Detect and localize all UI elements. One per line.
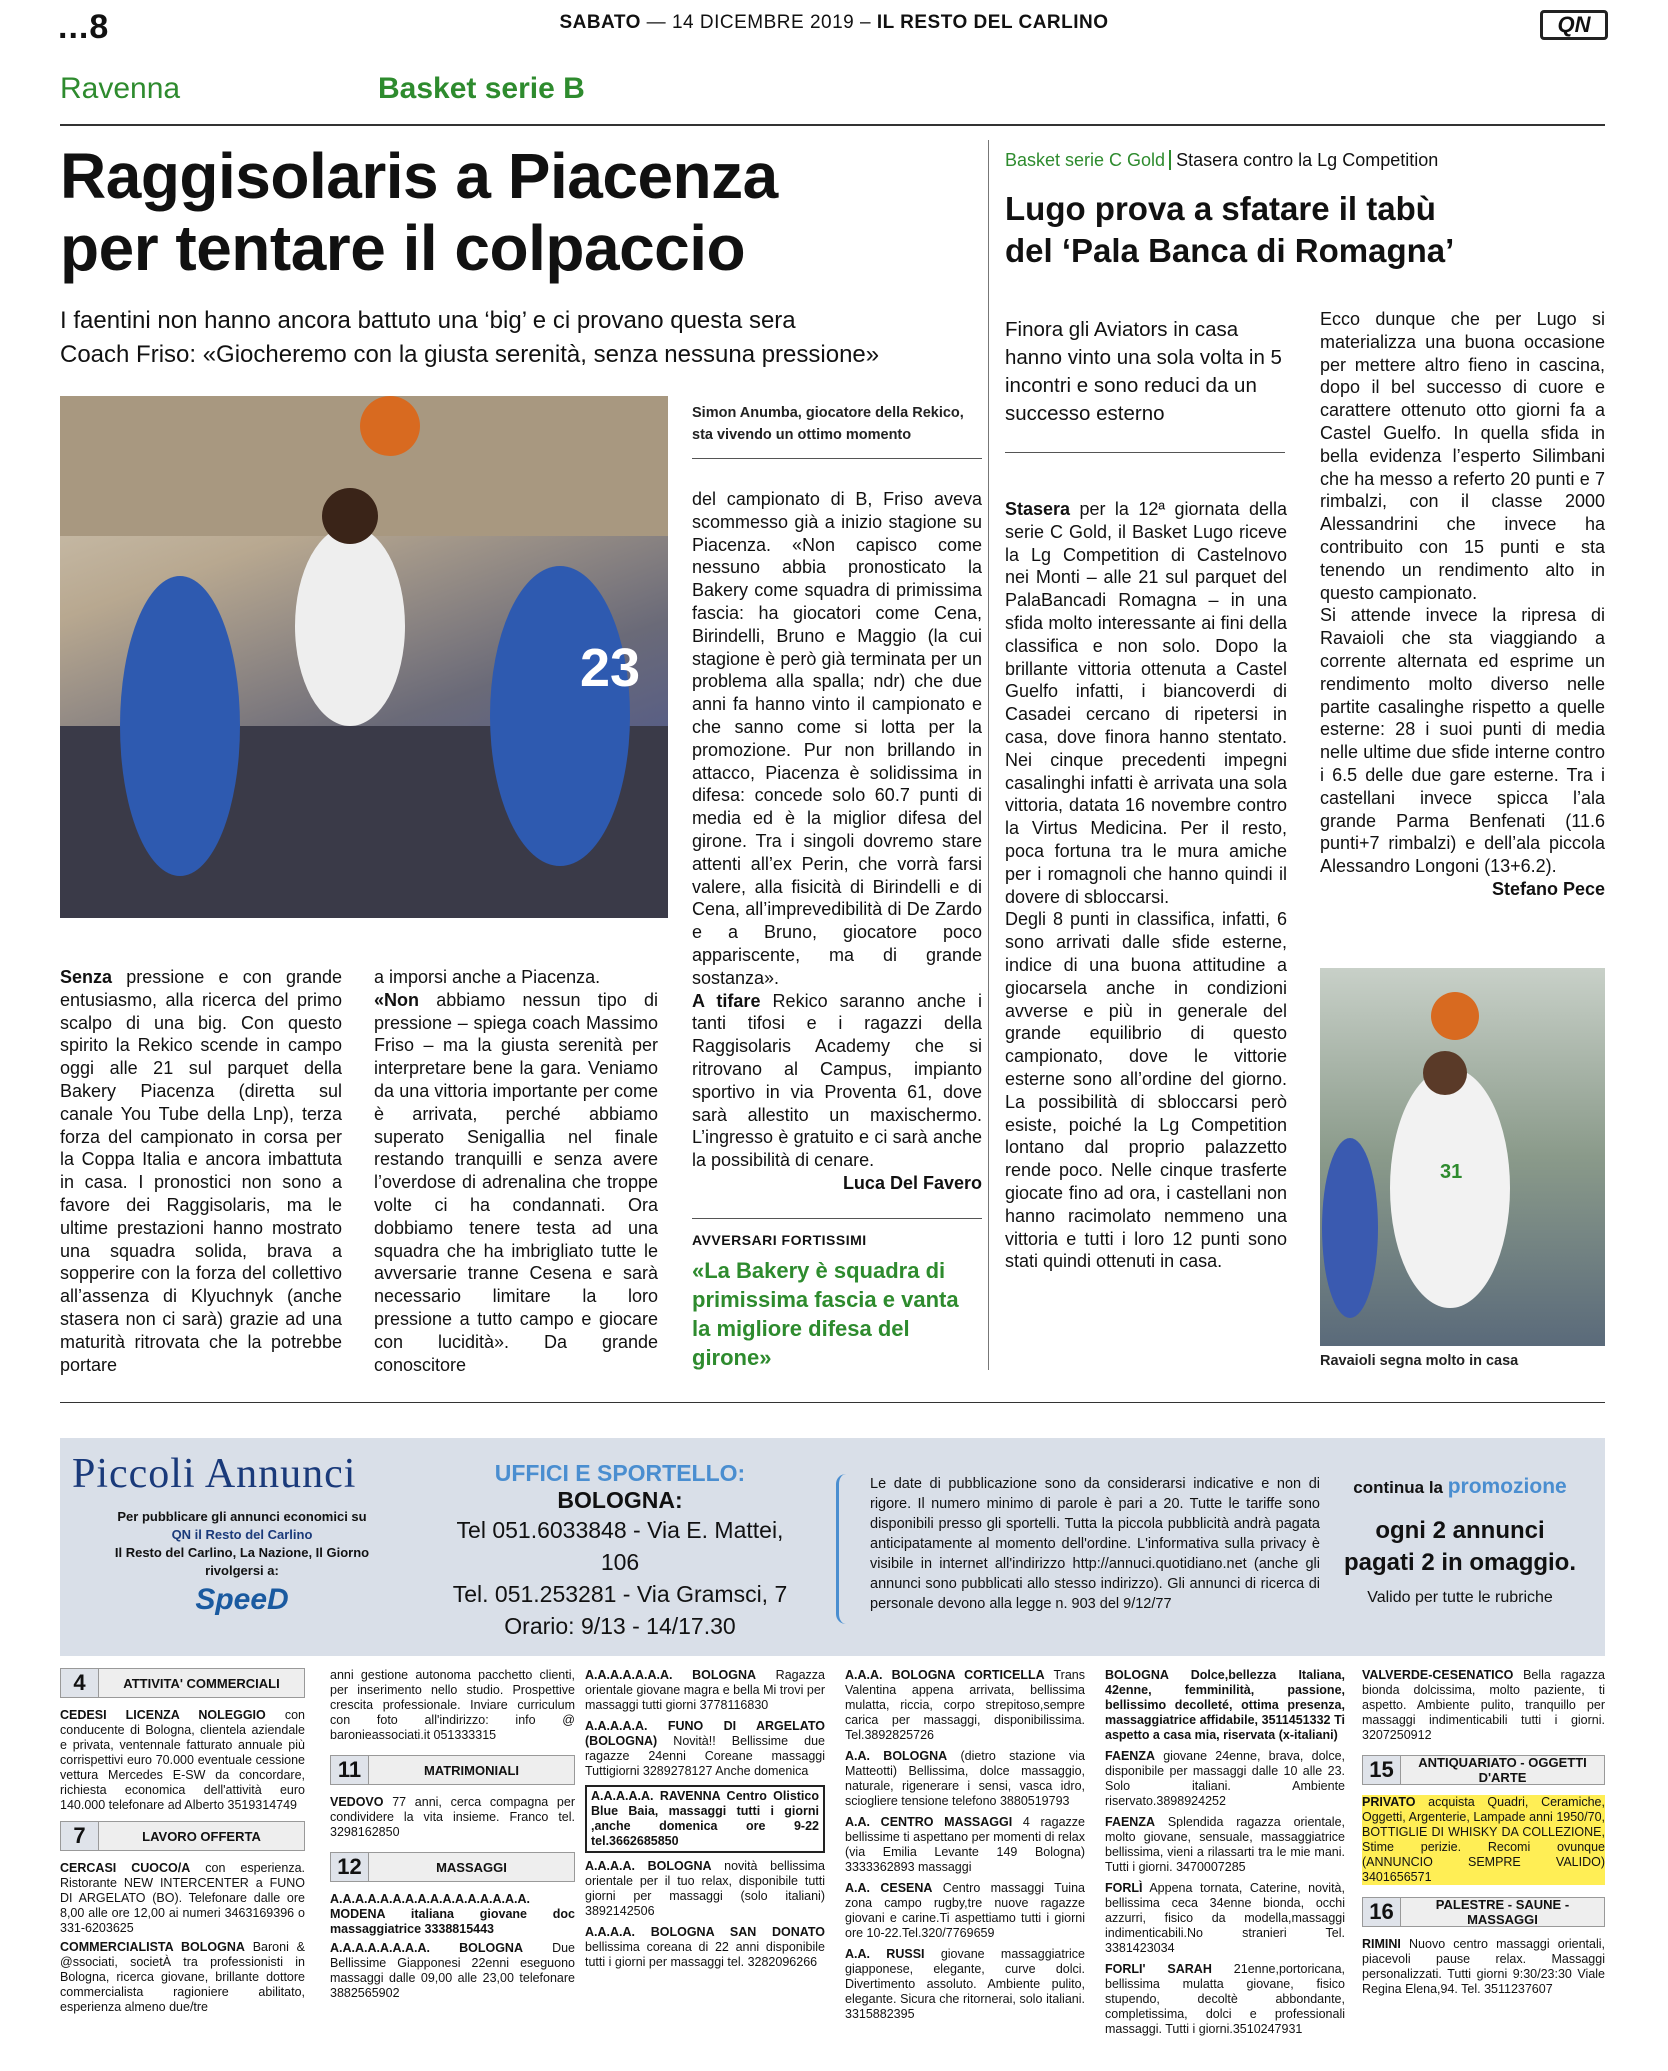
page-number: ...8 bbox=[58, 8, 110, 46]
main-col-3-text: del campionato di B, Friso aveva scommesso già a inizio stagione su Piacenza. «Non capisco come nessuno abbia pronosticato la Bakery come squadra di primissima fascia: ha giocatori come Cena, Birindelli, Bruno e Maggio (la cui stagione è però già terminata per un problema alla spalla; ndr) che due anni fa hanno vinto il campionato e che sanno come si lotta per la promozione. Pur non brillando in attacco, Piacenza è solidissima in difesa: concede solo 60.7 punti di media ed è la miglior difesa del girone. Tra i singoli dovremo stare attenti all’ex Perin, che vorrà farsi valere, alla fisicità di Birindelli e di Cena, all’imprevedibilità di De Zardo e a Bruno, giocatore poco appariscente, ma di grande sostanza». bbox=[692, 489, 982, 988]
brace-decoration bbox=[836, 1474, 856, 1624]
side-col-1 bbox=[1005, 498, 1287, 1273]
classified-ad-text: Centro massaggi Tuina zona campo rugby,tre nuove ragazze giovani e carine.Ti aspettiamo tutti i giorni ore 10-22.Tel.320/7769659 bbox=[845, 1881, 1085, 1940]
classified-ad-boxed bbox=[585, 1785, 825, 1853]
piccoli-annunci-title: Piccoli Annunci bbox=[72, 1451, 357, 1497]
classified-ad bbox=[1105, 1815, 1345, 1875]
main-author: Luca Del Favero bbox=[842, 1172, 982, 1193]
side-headline bbox=[1005, 188, 1625, 272]
svg-text:23: 23 bbox=[580, 638, 641, 698]
promo-word: promozione bbox=[1447, 1475, 1567, 1498]
main-col-1-lead: Senza bbox=[60, 967, 113, 987]
classified-ad-text: Ragazza orientale giovane magra e bella Mi trovi per massaggi tutti giorni 3778116830 bbox=[585, 1668, 826, 1712]
offices-line-3: Orario: 9/13 - 14/17.30 bbox=[504, 1613, 736, 1639]
classified-ad-title: A.A.A. BOLOGNA CORTICELLA bbox=[845, 1668, 1045, 1682]
classified-ad-text: acquista Quadri, Ceramiche, Oggetti, Argenterie, Lampade anni 1950/70, BOTTIGLIE DI WHISKY DA COLLEZIONE, Stime perizie. Recomi ovunque (ANNUNCIO SEMPRE VALIDO) 3401656571 bbox=[1362, 1795, 1605, 1884]
rubric-number: 16 bbox=[1363, 1898, 1401, 1926]
classified-ad-text: (dietro stazione via Matteotti) Bellissima, dolce massaggio, naturale, rigenerare i sensi, vasca idro, sciogliere tensione telefono 3880519793 bbox=[845, 1749, 1085, 1808]
promo-line-4: pagati 2 in omaggio. bbox=[1343, 1549, 1577, 1576]
classified-ad-text: 77 anni, cerca compagna per condividere la vita insieme. Franco tel. 3298162850 bbox=[330, 1795, 575, 1839]
rubric-number: 11 bbox=[331, 1756, 369, 1784]
main-col-3 bbox=[692, 488, 982, 1195]
main-headline-line-2: per tentare il colpaccio bbox=[60, 212, 746, 284]
main-photo-caption: Simon Anumba, giocatore della Rekico, sta vivendo un ottimo momento bbox=[692, 405, 964, 443]
classified-ad-title: A.A.A.A.A.A.A.A.A.A.A.A.A.A.A.A. MODENA italiana giovane doc massaggiatrice 3338815443 bbox=[330, 1892, 575, 1936]
classifieds-col-4 bbox=[845, 1668, 1085, 2022]
classified-ad-text: Baroni & @ssociati, societÀ tra professionisti in Bologna, ricerca giovane, brillante dottore commercialista ragioniere abilitato, esperienza almeno due/tre bbox=[60, 1940, 305, 2014]
classified-ad-highlighted bbox=[1362, 1795, 1605, 1885]
column-divider bbox=[988, 140, 989, 1370]
topic-label: Basket serie B bbox=[378, 72, 585, 105]
classified-ad bbox=[845, 1947, 1085, 2022]
offices-info bbox=[440, 1460, 800, 1642]
section-label: Ravenna bbox=[60, 72, 181, 105]
classified-ad-title: A.A.A.A. BOLOGNA bbox=[585, 1859, 712, 1873]
classified-ad-title: A.A. RUSSI bbox=[845, 1947, 925, 1961]
side-headline-line-2: del ‘Pala Banca di Romagna’ bbox=[1005, 232, 1455, 269]
classified-ad-title: A.A.A.A.A. FUNO DI ARGELATO (BOLOGNA) bbox=[585, 1719, 825, 1748]
promotion-box bbox=[1330, 1475, 1590, 1607]
classified-ad-text: Due Bellissime Giapponesi 22enni eseguono massaggi dalle 09,00 alle 23,00 telefonare 3882565902 bbox=[330, 1941, 576, 2000]
classified-ad-title: RIMINI bbox=[1362, 1937, 1401, 1951]
header-divider bbox=[60, 124, 1605, 126]
classifieds-col-6 bbox=[1362, 1668, 1605, 1997]
classified-ad-title: A.A. BOLOGNA bbox=[845, 1749, 948, 1763]
classified-ad-text: con esperienza. Ristorante NEW INTERCENTER a FUNO DI ARGELATO (BO). Telefonare dalle ore 8,00 alle ore 12,00 ai numeri 3463169396 o 331-6203625 bbox=[60, 1861, 305, 1935]
rubric-4 bbox=[60, 1668, 305, 1698]
promo-line-1: continua la bbox=[1353, 1478, 1443, 1497]
basketball-player-illustration bbox=[60, 396, 668, 918]
classifieds-col-2 bbox=[330, 1668, 575, 2001]
classified-ad bbox=[330, 1892, 575, 1937]
classified-ad-text: Bella ragazza bionda dolcissima, molto paziente, ti aspetto. Ambiente pulito, tranquillo per massaggi indimenticabili tutti i giorni. 3207250912 bbox=[1362, 1668, 1605, 1742]
classified-ad-text: Nuovo centro massaggi orientali, piacevoli pause relax. Massaggi personalizzati. Tutti giorni 9:30/23:30 Viale Regina Elena,94. Tel. 3511237607 bbox=[1362, 1937, 1605, 1996]
classified-ad-title: PRIVATO bbox=[1362, 1795, 1416, 1809]
rubric-12 bbox=[330, 1852, 575, 1882]
publish-info-line-1: Per pubblicare gli annunci economici su bbox=[117, 1509, 367, 1524]
classified-ad-title: VEDOVO bbox=[330, 1795, 384, 1809]
main-col-3-text-b: Rekico saranno anche i tanti tifosi e i ragazzi della Raggisolaris Academy che si ritrovano al Campus, impianto sportivo in via Proventa 61, dove sarà allestito un maxischermo. L’ingresso è gratuito e ci sarà anche la possibilità di cenare. bbox=[692, 990, 982, 1171]
player-illustration bbox=[1320, 968, 1605, 1346]
side-col-2-text-b: Si attende invece la ripresa di Ravaioli che sta viaggiando a corrente alternata ed esprime un rendimento molto diverso nelle partite casalinghe rispetto a quelle esterne: 28 i suoi punti di media nelle ultime due sfide interne contro i 6.5 delle due gare esterne. Tra i castellani invece spicca l’ala grande Parma Benfenati (11.6 punti+7 rimbalzi) e dell’ala piccola Alessandro Longoni (13+6.2). bbox=[1320, 605, 1605, 877]
classified-ad-title: A.A. CESENA bbox=[845, 1881, 933, 1895]
publish-info-line-2: Il Resto del Carlino, La Nazione, Il Giorno bbox=[114, 1545, 370, 1560]
classified-ad-text: novità bellissima orientale per il tuo relax, disponibile tutti giorni per massaggi (solo italiani) 3892142506 bbox=[585, 1859, 825, 1918]
classified-ad bbox=[1105, 1962, 1345, 2037]
main-col-1-text: pressione e con grande entusiasmo, alla ricerca del primo scalpo di una big. Con questo spirito la Rekico scende in campo oggi alle 21 sul parquet della Bakery Piacenza (diretta sul canale You Tube della Lnp), terza forza del campionato in corsa per la Coppa Italia e ancora imbattuta in casa. I pronostici non sono a favore dei Raggisolaris, ma le ultime prestazioni hanno mostrato una squadra solida, brava a sopperire con la forza del collettivo all’assenza di Klyuchnyk (anche stasera non ci sarà) grazie ad una maturità ritrovata che la potrebbe portare bbox=[60, 967, 342, 1375]
pull-quote: «La Bakery è squadra di primissima fascia e vanta la migliore difesa del girone» bbox=[692, 1258, 959, 1370]
pull-rule bbox=[692, 1218, 982, 1219]
masthead-line: SABATO — 14 DICEMBRE 2019 – IL RESTO DEL CARLINO bbox=[559, 12, 1109, 33]
main-col-2 bbox=[374, 966, 658, 1376]
classified-ad-text: Trans Valentina appena arrivata, bellissima mulatta, riccia, corpo strepitoso,sempre carica per massaggi, disponibilissima. Tel.3892825726 bbox=[845, 1668, 1085, 1742]
classified-ad-text: Appena tornata, Caterine, novità, bellissima ceca 34enne bionda, occhi azzurri, fisico da modella,massaggi indimenticabili.No stranieri Tel. 3381423034 bbox=[1105, 1881, 1345, 1955]
rubric-title: PALESTRE - SAUNE - MASSAGGI bbox=[1435, 1897, 1570, 1927]
masthead-day: SABATO bbox=[559, 12, 641, 33]
classified-ad bbox=[585, 1719, 825, 1779]
main-col-1 bbox=[60, 966, 342, 1376]
classified-ad-title: A.A.A.A. BOLOGNA SAN DONATO bbox=[585, 1925, 825, 1939]
rubric-number: 15 bbox=[1363, 1756, 1401, 1784]
classified-ad bbox=[330, 1941, 575, 2001]
side-col-2-text: Ecco dunque che per Lugo si materializza una buona occasione per mettere altro fieno in cascina, dopo il bel successo di cuore e carattere ottenuto otto giorni fa a Castel Guelfo. In quella sfida in bella evidenza l’esperto Silimbani che ha messo a referto 20 punti e 7 rimbalzi, con il classe 2000 Alessandrini che invece ha contribuito con 15 punti e sta tenendo un rendimento alto in questo campionato. bbox=[1320, 309, 1605, 603]
classified-ad-title: CERCASI CUOCO/A bbox=[60, 1861, 191, 1875]
classified-ad-text: giovane massaggiatrice giapponese, elegante, curve dolci. Divertimento assoluto. Ambiente pulito, elegante. Sicura che ritornerai, solo italiani. 3315882395 bbox=[845, 1947, 1085, 2021]
classified-ad-text: anni gestione autonoma pacchetto clienti, per inserimento nello studio. Prospettive crescita professionale. Inviare curriculum con foto all'indirizzo: info @ baronieassociati.it 051333315 bbox=[330, 1668, 575, 1742]
side-photo bbox=[1320, 968, 1605, 1346]
rubric-16 bbox=[1362, 1897, 1605, 1927]
offices-title: UFFICI E SPORTELLO: bbox=[494, 1460, 746, 1486]
main-subtitle-2: Coach Friso: «Giocheremo con la giusta serenità, senza nessuna pressione» bbox=[60, 341, 880, 368]
svg-text:31: 31 bbox=[1440, 1161, 1463, 1183]
rubric-number: 12 bbox=[331, 1853, 369, 1881]
publish-info bbox=[72, 1508, 412, 1620]
side-author: Stefano Pece bbox=[1491, 878, 1605, 899]
classified-ad-title: A.A.A.A.A.A.A.A. BOLOGNA bbox=[330, 1941, 523, 1955]
classified-ad bbox=[1105, 1881, 1345, 1956]
masthead-paper: IL RESTO DEL CARLINO bbox=[876, 12, 1109, 33]
ads-terms: Le date di pubblicazione sono da considerarsi indicative e non di rigore. Il numero minimo di parole è pari a 20. Tutte le tariffe sono disponibili presso gli sportelli. Tutta la piccola pubblicità andrà pagata anticipatamente al momento dell'ordine. L'informativa sulla privacy è visibile in internet all'indirizzo http://annuci.quotidiano.net (anche gli annunci sono pubblicati allo stesso indirizzo). Gli annunci di ricerca di personale devono alla legge n. 903 del 9/12/77 bbox=[870, 1476, 1320, 1612]
classifieds-col-3 bbox=[585, 1668, 825, 1970]
main-photo bbox=[60, 396, 668, 918]
main-headline bbox=[60, 140, 960, 284]
classified-ad-text: Novità!! Bellissime due ragazze 24enni Coreane massaggi Tuttigiorni 3289278127 Anche domenica bbox=[585, 1734, 825, 1778]
classifieds-col-1 bbox=[60, 1668, 305, 2015]
classified-ad bbox=[845, 1881, 1085, 1941]
side-subtitle: Finora gli Aviators in casa hanno vinto una sola volta in 5 incontri e sono reduci da un successo esterno bbox=[1005, 318, 1282, 425]
classified-ad bbox=[585, 1925, 825, 1970]
classified-ad bbox=[845, 1815, 1085, 1875]
classified-ad-text: con conducente di Bologna, clientela aziendale e privata, ventennale fatturato annuale più corrispettivi euro 70.000 eventuale cessione vettura Mercedes E-SW da concordare, richiesta economica dell'attività euro 140.000 telefonare ad Alberto 3519314749 bbox=[60, 1708, 305, 1812]
classified-ad bbox=[845, 1749, 1085, 1809]
classified-ad-title: CEDESI LICENZA NOLEGGIO bbox=[60, 1708, 266, 1722]
classified-ad-title: FAENZA bbox=[1105, 1815, 1155, 1829]
classified-ad bbox=[845, 1668, 1085, 1743]
classified-ad bbox=[1105, 1749, 1345, 1809]
side-sub-rule bbox=[1005, 452, 1285, 453]
side-section-sub: Stasera contro la Lg Competition bbox=[1176, 150, 1439, 170]
rubric-15 bbox=[1362, 1755, 1605, 1785]
classified-ad-text: giovane 24enne, brava, dolce, disponibile per massaggi dalle 10 alle 23. Solo italiani. Ambiente riservato.3898924252 bbox=[1105, 1749, 1345, 1808]
classified-ad bbox=[1105, 1668, 1345, 1743]
promo-line-3: ogni 2 annunci bbox=[1375, 1517, 1545, 1544]
pull-quote-heading: AVVERSARI FORTISSIMI bbox=[692, 1232, 867, 1248]
rubric-7 bbox=[60, 1821, 305, 1851]
qn-logo: QN bbox=[1540, 10, 1608, 40]
main-subtitle-1: I faentini non hanno ancora battuto una ‘big’ e ci provano questa sera bbox=[60, 307, 796, 334]
classified-ad-title: A.A. CENTRO MASSAGGI bbox=[845, 1815, 1013, 1829]
promo-line-5: Valido per tutte le rubriche bbox=[1367, 1589, 1553, 1606]
side-headline-line-1: Lugo prova a sfatare il tabù bbox=[1005, 190, 1436, 227]
rubric-title: MATRIMONIALI bbox=[423, 1762, 520, 1778]
classified-ad bbox=[60, 1940, 305, 2015]
side-section-line bbox=[1005, 150, 1438, 171]
offices-city: BOLOGNA: bbox=[557, 1487, 683, 1513]
carlino-logo: QN il Resto del Carlino bbox=[171, 1527, 313, 1542]
classified-ad bbox=[1362, 1668, 1605, 1743]
rubric-title: ANTIQUARIATO - OGGETTI D'ARTE bbox=[1418, 1755, 1587, 1785]
main-col-2-start: a imporsi anche a Piacenza. bbox=[374, 967, 601, 987]
classified-ad-title: BOLOGNA Dolce,bellezza Italiana, 42enne, femminilità, passione, bellissimo decolleté, ottima presenza, massaggiatrice affidabile, 3511451332 Ti aspetto a casa mia, riservata (x-italiani) bbox=[1105, 1668, 1345, 1742]
offices-line-1: Tel 051.6033848 - Via E. Mattei, 106 bbox=[456, 1517, 784, 1575]
main-col-2-lead: «Non bbox=[374, 989, 419, 1010]
main-col-3-lead: A tifare bbox=[692, 990, 761, 1011]
rubric-title: MASSAGGI bbox=[436, 1859, 507, 1875]
classified-ad-title: COMMERCIALISTA BOLOGNA bbox=[60, 1940, 245, 1954]
ads-divider bbox=[60, 1402, 1605, 1403]
classified-ad-title: A.A.A.A.A.A.A. BOLOGNA bbox=[585, 1668, 757, 1682]
classified-ad bbox=[60, 1861, 305, 1936]
classified-ad bbox=[330, 1795, 575, 1840]
side-col-1-text-b: Degli 8 punti in classifica, infatti, 6 sono arrivati dalle sfide esterne, indice di una buona attitudine a giocarsela anche in condizioni avverse e più in generale del grande equilibrio di questo campionato, dove le vittorie esterne sono all’ordine del giorno. La possibilità di sbloccarsi però esiste, poiché la Lg Competition lontano dal proprio palazzetto rende poco. Nelle cinque trasferte giocate fino ad ora, i castellani non hanno racimolato nemmeno una vittoria e tutti i loro 12 punti sono stati quindi ottenuti in casa. bbox=[1005, 909, 1287, 1272]
publish-info-line-3: rivolgersi a: bbox=[205, 1563, 279, 1578]
classified-ad-title: FORLÌ bbox=[1105, 1881, 1143, 1895]
speed-logo: SpeeD bbox=[195, 1583, 289, 1616]
classified-ad-title: FORLI' SARAH bbox=[1105, 1962, 1212, 1976]
rubric-11 bbox=[330, 1755, 575, 1785]
rubric-number: 4 bbox=[61, 1669, 99, 1697]
classified-ad bbox=[60, 1708, 305, 1813]
classified-ad-title: A.A.A.A.A. RAVENNA Centro Olistico Blue Baia, massaggi tutti i giorni ,anche domenica ore 9-22 tel.3662685850 bbox=[591, 1789, 819, 1848]
offices-line-2: Tel. 051.253281 - Via Gramsci, 7 bbox=[452, 1581, 788, 1607]
side-col-2 bbox=[1320, 308, 1605, 901]
classified-ad-text: bellissima coreana di 22 anni disponibile tutti i giorni per massaggi tel. 3282096266 bbox=[585, 1940, 825, 1969]
classified-ad-text: Splendida ragazza orientale, molto giovane, sensuale, massaggiatrice bellissima, vieni a rilassarti tra le mie mani. Tutti i giorni. 3470007285 bbox=[1105, 1815, 1345, 1874]
main-col-2-text: abbiamo nessun tipo di pressione – spiega coach Massimo Friso – ma la giusta serenità per interpretare bene la gara. Veniamo da una vittoria importante per come è arrivata, perché abbiamo superato Senigallia nel finale restando tranquilli e senza avere l’overdose di adrenalina che troppe volte ci ha condannati. Ora dobbiamo tenere testa ad una squadra che ha imbrigliato tutte le avversarie tranne Cesena e sarà necessario limitare la loro pressione a tutto campo e giocare con lucidità». Da grande conoscitore bbox=[374, 989, 658, 1375]
classifieds-col-5 bbox=[1105, 1668, 1345, 2037]
classified-ad-title: VALVERDE-CESENATICO bbox=[1362, 1668, 1514, 1682]
classified-ad-text: 21enne,portoricana, bellissima mulatta giovane, fisico stupendo, decoltè abbondante, completissima, dolci e professionali massaggi. Tutti i giorni.3510247931 bbox=[1105, 1962, 1345, 2036]
masthead-date: 14 DICEMBRE 2019 bbox=[671, 12, 855, 33]
rubric-number: 7 bbox=[61, 1822, 99, 1850]
rubric-title: ATTIVITA' COMMERCIALI bbox=[123, 1675, 280, 1691]
classified-ad bbox=[585, 1859, 825, 1919]
classified-ad bbox=[585, 1668, 825, 1713]
rubric-title: LAVORO OFFERTA bbox=[142, 1828, 261, 1844]
side-col-1-lead: Stasera bbox=[1005, 499, 1071, 519]
classified-ad-title: FAENZA bbox=[1105, 1749, 1155, 1763]
classified-ad bbox=[1362, 1937, 1605, 1997]
caption-rule bbox=[692, 458, 982, 459]
side-section-label: Basket serie C Gold bbox=[1005, 150, 1171, 170]
side-col-1-text: per la 12ª giornata della serie C Gold, il Basket Lugo riceve la Lg Competition di Castelnovo nei Monti – alle 21 sul parquet del PalaBancadi Romagna – in una sfida molto interessante ai fini della classifica e non solo. Dopo la brillante vittoria ottenuta a Castel Guelfo infatti, i biancoverdi di Casadei cercano di ripetersi in casa, dove finora hanno stentato. Nei cinque precedenti impegni casalinghi infatti è arrivata una sola vittoria, datata 16 novembre contro la Virtus Medicina. Per il resto, poca fortuna tra le mura amiche per i romagnoli che hanno quindi il dovere di sbloccarsi. bbox=[1005, 499, 1287, 907]
side-photo-caption: Ravaioli segna molto in casa bbox=[1320, 1353, 1519, 1369]
classified-ad-text: 4 ragazze bellissime ti aspettano per momenti di relax (via Emilia Levante 149 Bologna) 3333362893 massaggi bbox=[845, 1815, 1085, 1874]
main-headline-line-1: Raggisolaris a Piacenza bbox=[60, 140, 778, 212]
